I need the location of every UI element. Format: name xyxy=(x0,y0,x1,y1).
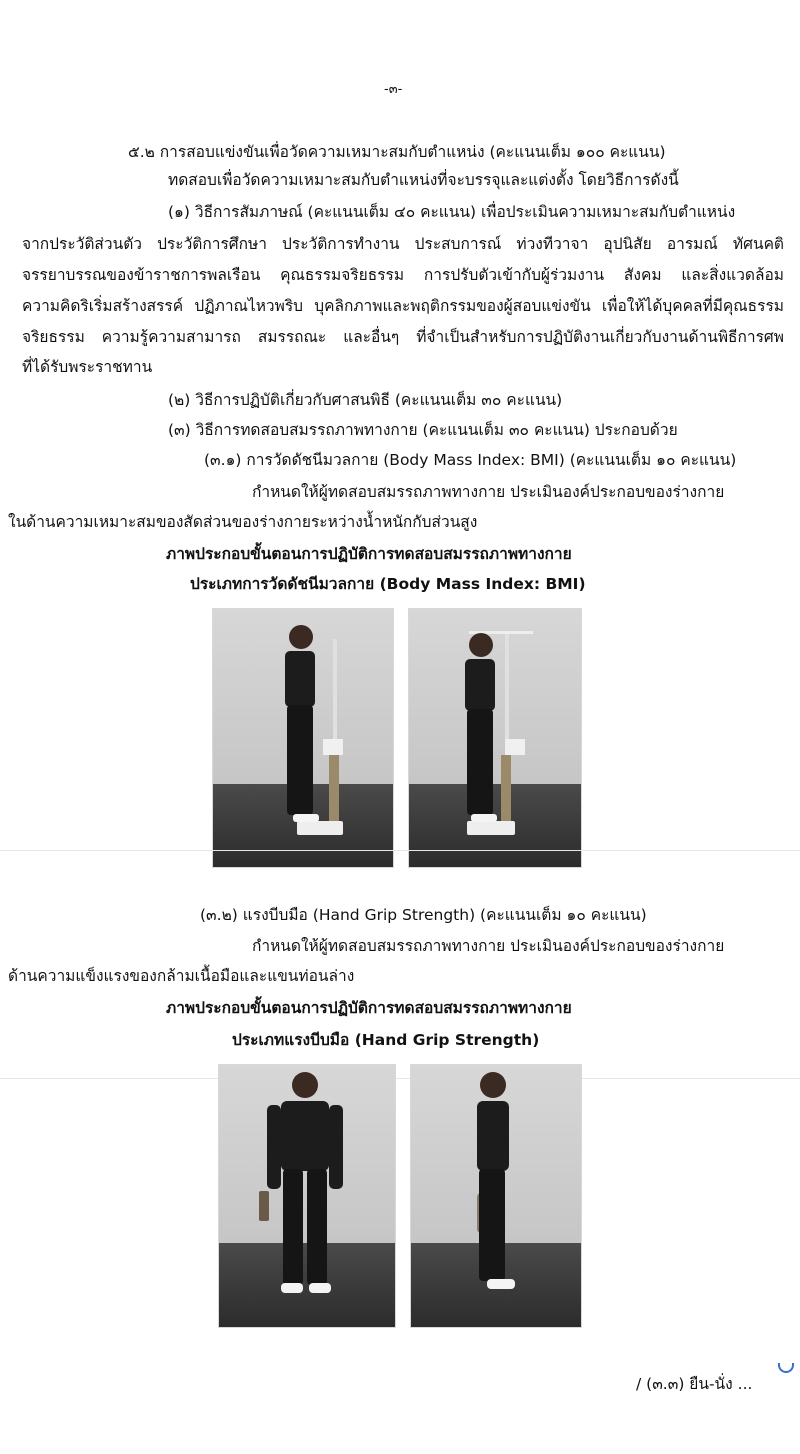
sub-3-2-heading: (๓.๒) แรงบีบมือ (Hand Grip Strength) (คะแนนเต็ม ๑๐ คะแนน) xyxy=(200,906,647,924)
person-figure xyxy=(213,609,393,867)
item-1-line-3: จรรยาบรรณของข้าราชการพลเรือน คุณธรรมจริยธรรม การปรับตัวเข้ากับผู้ร่วมงาน สังคม และสิ่งแวดล้อม xyxy=(22,266,784,284)
sub-3-2-line-2: ด้านความแข็งแรงของกล้ามเนื้อมือและแขนท่อนล่าง xyxy=(8,967,355,985)
grip-photo-side xyxy=(410,1064,582,1328)
page-corner-mark xyxy=(778,1363,794,1373)
grip-photo-front xyxy=(218,1064,396,1328)
item-1-line-5: จริยธรรม ความรู้ความสามารถ สมรรถณะ และอื่นๆ ที่จำเป็นสำหรับการปฏิบัติงานเกี่ยวกับงานด้านพิธีการศพ xyxy=(22,328,784,346)
page-number: -๓- xyxy=(384,82,403,97)
item-3: (๓) วิธีการทดสอบสมรรถภาพทางกาย (คะแนนเต็ม ๓๐ คะแนน) ประกอบด้วย xyxy=(168,421,678,439)
item-1-line-4: ความคิดริเริ่มสร้างสรรค์ ปฏิภาณไหวพริบ บุคลิกภาพและพฤติกรรมของผู้สอบแข่งขัน เพื่อให้ได้บุคคลที่มีคุณธรรม xyxy=(22,297,784,315)
bmi-caption-1: ภาพประกอบขั้นตอนการปฏิบัติการทดสอบสมรรถภาพทางกาย xyxy=(166,545,572,563)
section-heading: ๕.๒ การสอบแข่งขันเพื่อวัดความเหมาะสมกับตำแหน่ง (คะแนนเต็ม ๑๐๐ คะแนน) xyxy=(128,143,666,161)
person-figure xyxy=(219,1065,395,1327)
item-1-line-2: จากประวัติส่วนตัว ประวัติการศึกษา ประวัติการทำงาน ประสบการณ์ ท่วงทีวาจา อุปนิสัย อารมณ์ ทัศนคติ xyxy=(22,235,784,253)
bmi-caption-2: ประเภทการวัดดัชนีมวลกาย (Body Mass Index: BMI) xyxy=(190,575,586,593)
grip-caption-2: ประเภทแรงบีบมือ (Hand Grip Strength) xyxy=(232,1031,540,1049)
grip-caption-1: ภาพประกอบขั้นตอนการปฏิบัติการทดสอบสมรรถภาพทางกาย xyxy=(166,999,572,1017)
person-figure xyxy=(409,609,581,867)
item-1-line-6: ที่ได้รับพระราชทาน xyxy=(22,358,153,376)
sub-3-1-line-2: ในด้านความเหมาะสมของสัดส่วนของร่างกายระหว่างน้ำหนักกับส่วนสูง xyxy=(8,513,478,531)
sub-3-1-heading: (๓.๑) การวัดดัชนีมวลกาย (Body Mass Index: BMI) (คะแนนเต็ม ๑๐ คะแนน) xyxy=(204,451,737,469)
person-figure xyxy=(411,1065,581,1327)
sub-3-1-line-1: กำหนดให้ผู้ทดสอบสมรรถภาพทางกาย ประเมินองค์ประกอบของร่างกาย xyxy=(252,483,725,501)
section-intro: ทดสอบเพื่อวัดความเหมาะสมกับตำแหน่งที่จะบรรจุและแต่งตั้ง โดยวิธีการดังนี้ xyxy=(168,171,679,189)
item-1-line-1: (๑) วิธีการสัมภาษณ์ (คะแนนเต็ม ๔๐ คะแนน) เพื่อประเมินความเหมาะสมกับตำแหน่ง xyxy=(168,203,736,221)
bmi-photo-height-measure xyxy=(408,608,582,868)
item-2: (๒) วิธีการปฏิบัติเกี่ยวกับศาสนพิธี (คะแนนเต็ม ๓๐ คะแนน) xyxy=(168,391,563,409)
bmi-photo-front-side xyxy=(212,608,394,868)
continuation-note: / (๓.๓) ยืน-นั่ง ... xyxy=(636,1375,753,1393)
sub-3-2-line-1: กำหนดให้ผู้ทดสอบสมรรถภาพทางกาย ประเมินองค์ประกอบของร่างกาย xyxy=(252,937,725,955)
